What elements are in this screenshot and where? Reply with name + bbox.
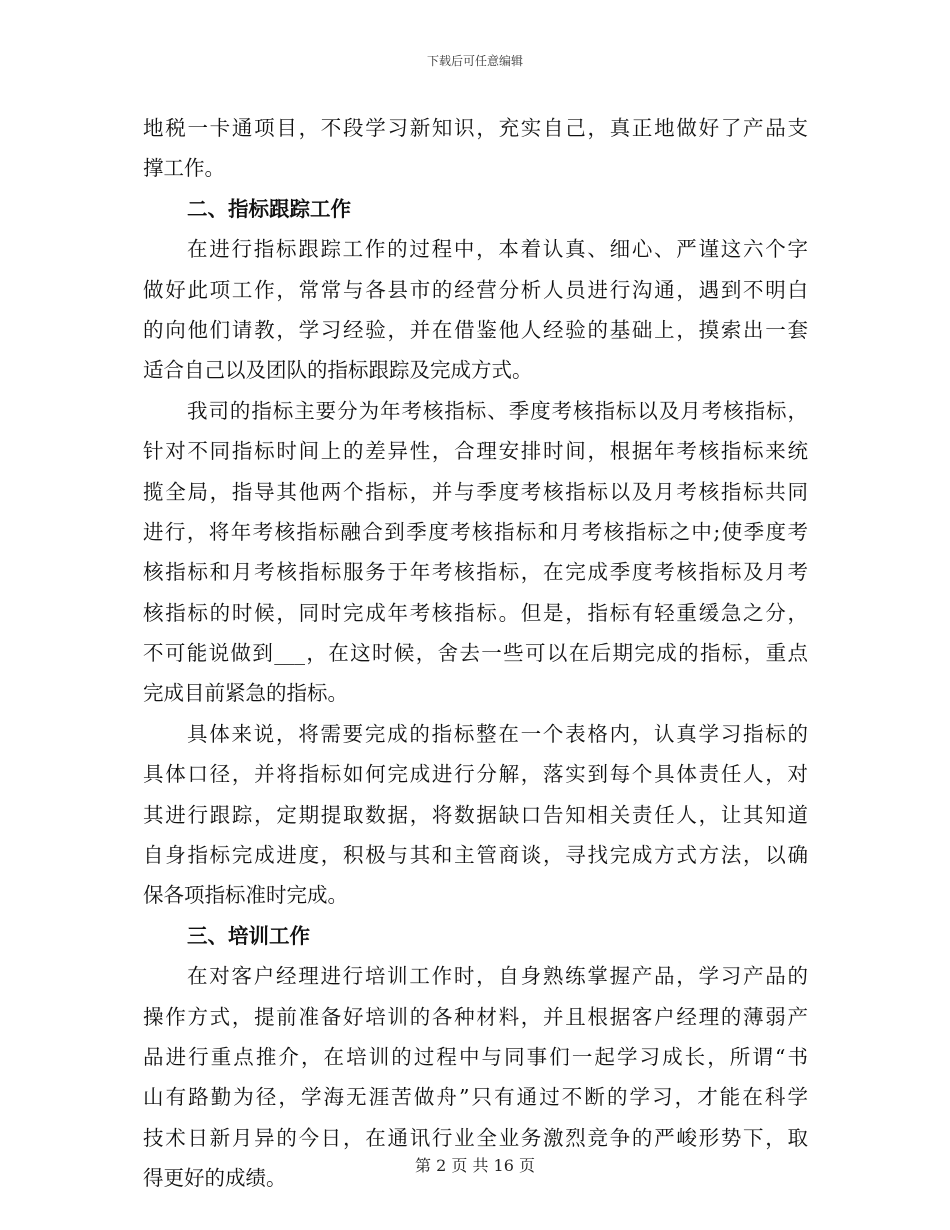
body-line: 其进行跟踪，定期提取数据，将数据缺口告知相关责任人，让其知道 xyxy=(143,802,808,827)
body-line: 进行，将年考核指标融合到季度考核指标和月考核指标之中;使季度考 xyxy=(143,519,808,544)
body-line: 针对不同指标时间上的差异性，合理安排时间，根据年考核指标来统 xyxy=(143,439,808,464)
body-line: 完成目前紧急的指标。 xyxy=(143,681,348,706)
body-line: 在对客户经理进行培训工作时，自身熟练掌握产品，学习产品的 xyxy=(187,964,808,989)
body-line: 具体口径，并将指标如何完成进行分解，落实到每个具体责任人，对 xyxy=(143,762,808,787)
body-line: 技术日新月异的今日，在通讯行业全业务激烈竞争的严峻形势下，取 xyxy=(143,1125,808,1150)
body-line: 核指标和月考核指标服务于年考核指标，在完成季度考核指标及月考 xyxy=(143,560,808,585)
body-line: 揽全局，指导其他两个指标，并与季度考核指标以及月考核指标共同 xyxy=(143,479,808,504)
section-heading: 三、培训工作 xyxy=(187,923,310,948)
body-line: 我司的指标主要分为年考核指标、季度考核指标以及月考核指标， xyxy=(187,398,808,423)
document-body xyxy=(143,108,808,1199)
body-line: 适合自己以及团队的指标跟踪及完成方式。 xyxy=(143,358,533,383)
body-line: 自身指标完成进度，积极与其和主管商谈，寻找完成方式方法，以确 xyxy=(143,843,808,868)
body-line: 保各项指标准时完成。 xyxy=(143,883,348,908)
section-heading: 二、指标跟踪工作 xyxy=(187,196,351,221)
body-line: 品进行重点推介，在培训的过程中与同事们一起学习成长，所谓“书 xyxy=(143,1044,808,1069)
body-line: 的向他们请教，学习经验，并在借鉴他人经验的基础上，摸索出一套 xyxy=(143,317,808,342)
body-line: 山有路勤为径，学海无涯苦做舟”只有通过不断的学习，才能在科学 xyxy=(143,1085,808,1110)
body-line: 具体来说，将需要完成的指标整在一个表格内，认真学习指标的 xyxy=(187,721,808,746)
body-line: 得更好的成绩。 xyxy=(143,1166,287,1191)
body-line: 核指标的时候，同时完成年考核指标。但是，指标有轻重缓急之分， xyxy=(143,600,808,625)
body-line: 撑工作。 xyxy=(143,156,225,181)
body-line: 在进行指标跟踪工作的过程中，本着认真、细心、严谨这六个字 xyxy=(187,237,808,262)
body-line: 不可能说做到___，在这时候，舍去一些可以在后期完成的指标，重点 xyxy=(143,641,808,666)
body-line: 地税一卡通项目，不段学习新知识，充实自己，真正地做好了产品支 xyxy=(143,116,808,140)
page-header: 下载后可任意编辑 xyxy=(426,54,523,68)
page-footer: 第 2 页 共 16 页 xyxy=(415,1156,535,1175)
body-line: 操作方式，提前准备好培训的各种材料，并且根据客户经理的薄弱产 xyxy=(143,1004,808,1029)
body-line: 做好此项工作，常常与各县市的经营分析人员进行沟通，遇到不明白 xyxy=(143,277,808,302)
